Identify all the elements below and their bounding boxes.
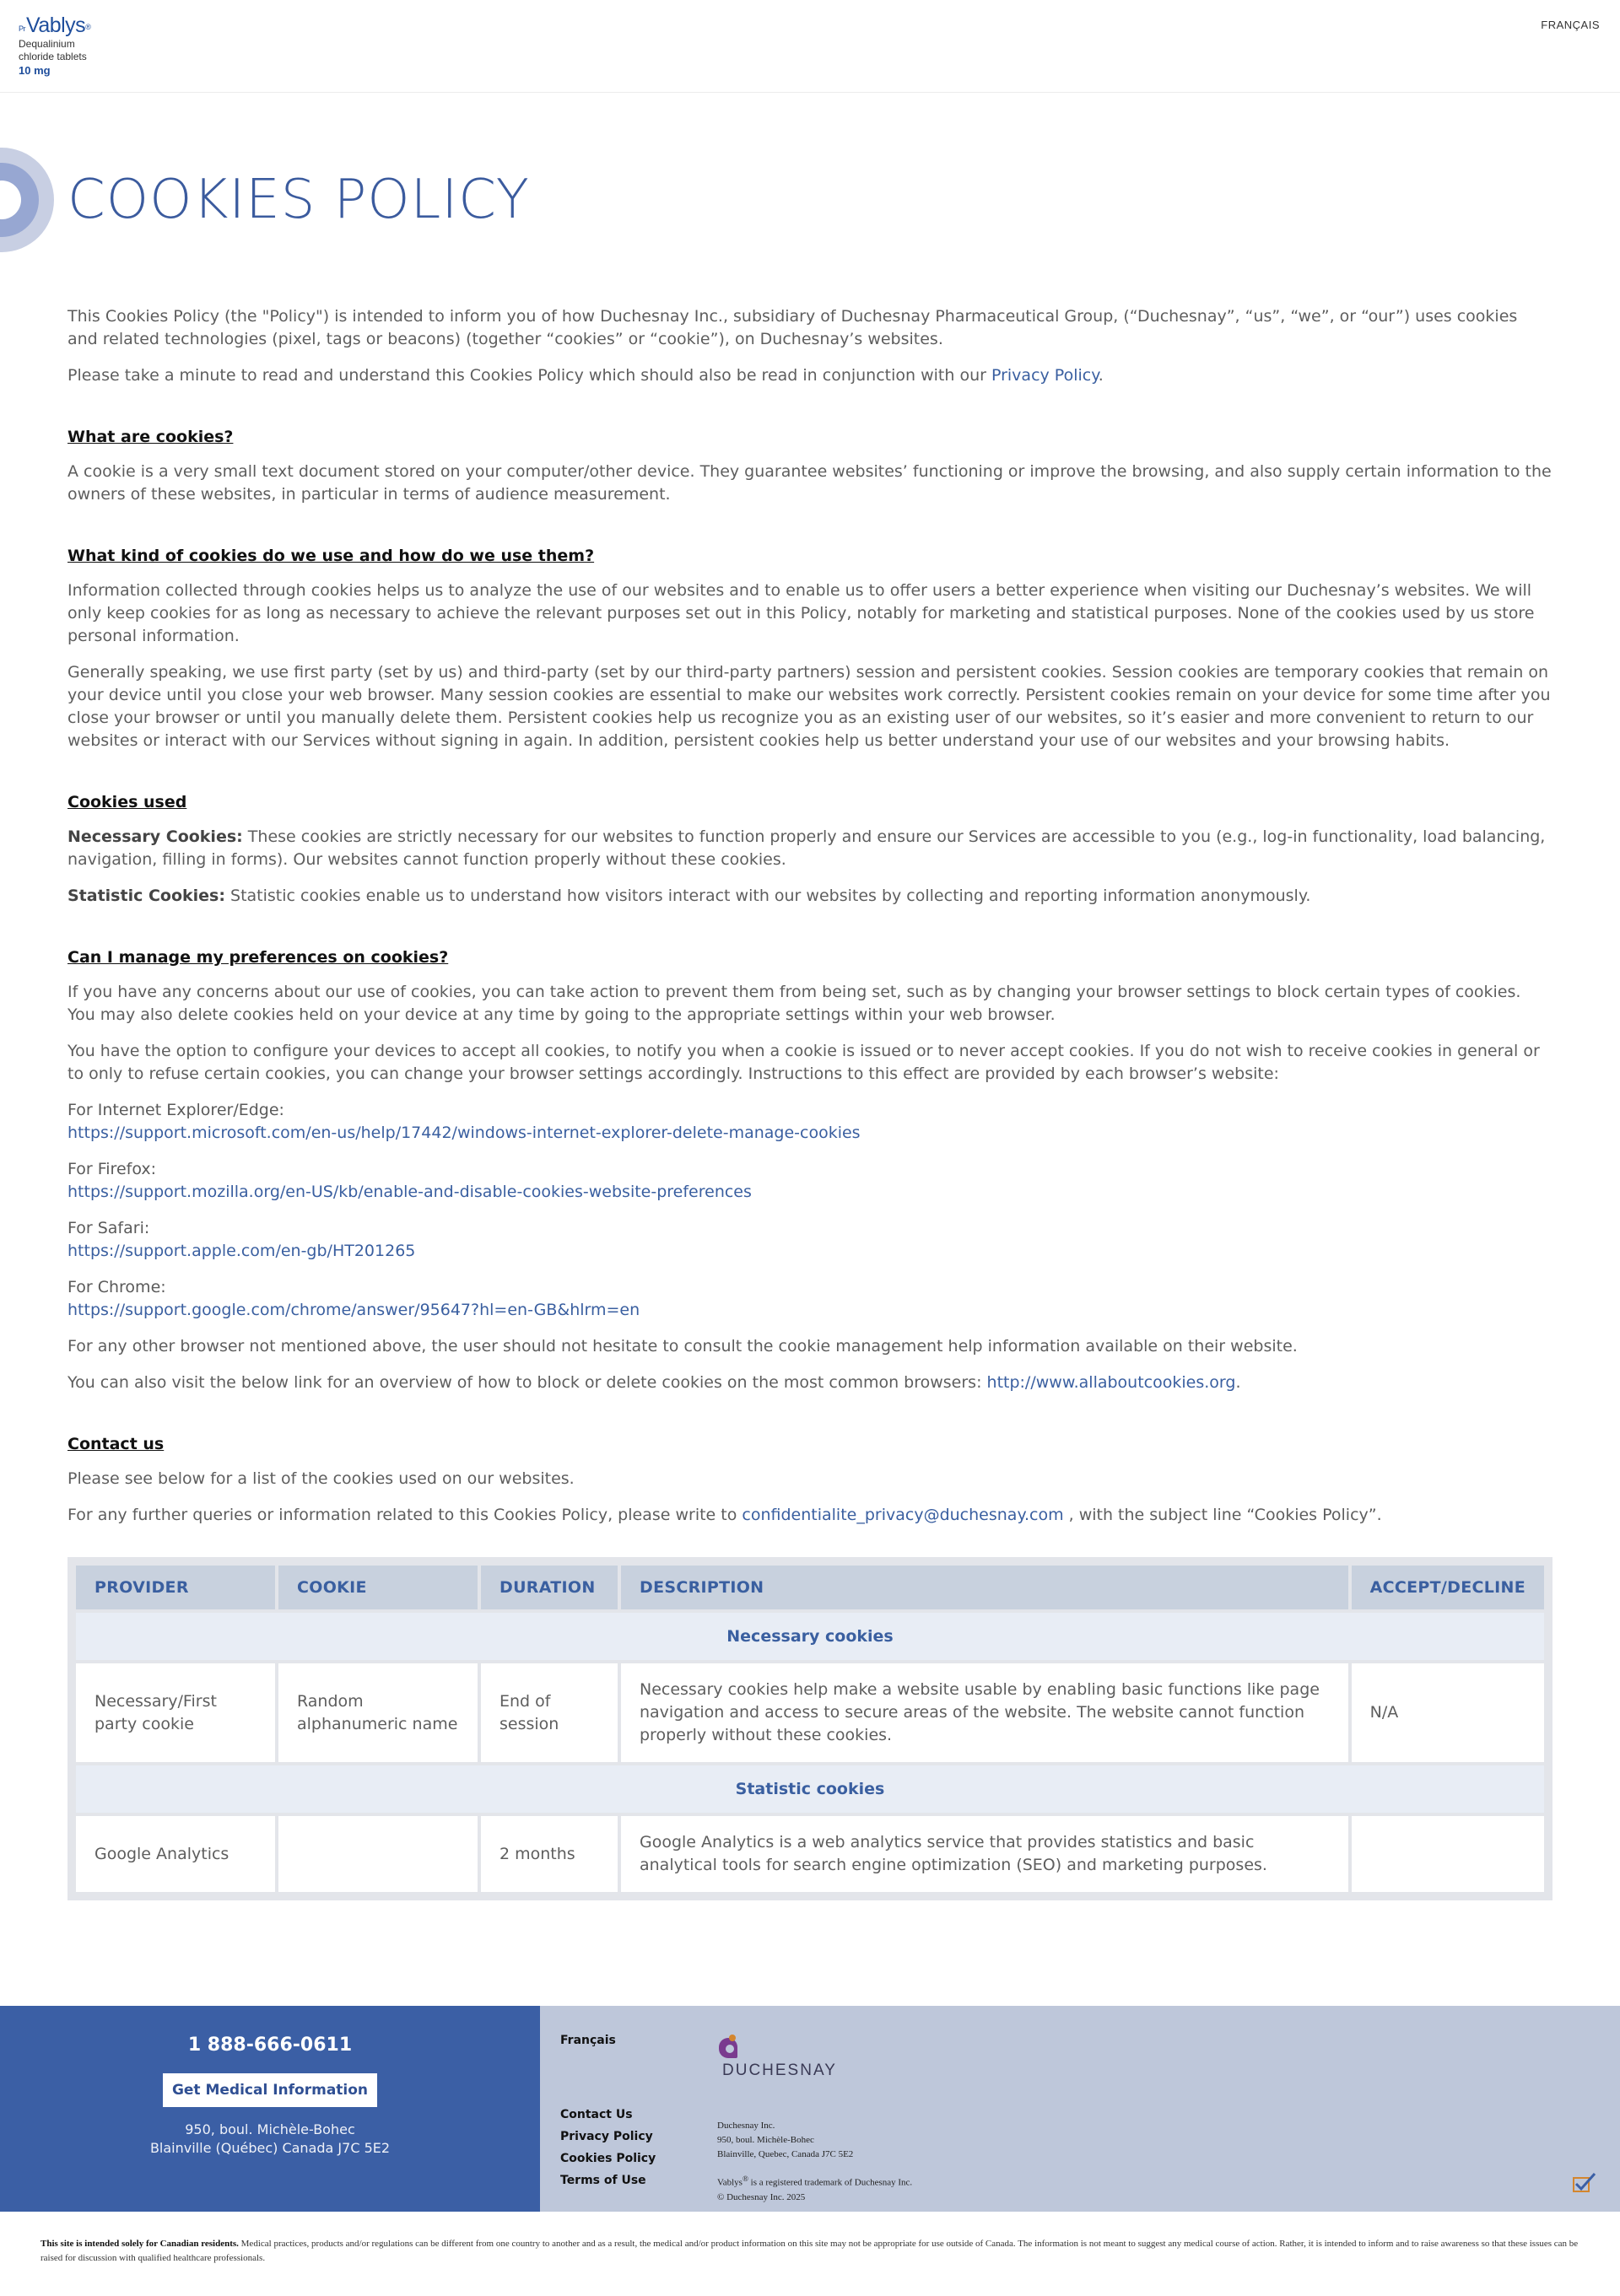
cell-description: Necessary cookies help make a website usable by enabling basic functions like page navigation and access to secure areas of the website. The website cannot function properly without these cookies. [621, 1663, 1348, 1762]
legal-disclaimer: This site is intended solely for Canadian residents. Medical practices, products and/or regulations can be different from one country to another and as a result, the medical and/or product information on this site may not be appropriate for use outside of Canada. The information is not meant to suggest any medical course of action. Rather, it is intended to inform and to raise awareness so that these issues can be raised for discussion with qualified healthcare professionals. [40, 2239, 1579, 2263]
overview-paragraph: You can also visit the below link for an overview of how to block or delete cookies on the most common browsers: http://www.allaboutcookies.org. [68, 1373, 1241, 1392]
footer-language-link[interactable]: Français [560, 2034, 616, 2047]
statistic-cookies-paragraph: Statistic Cookies: Statistic cookies enable us to understand how visitors interact with our websites by collecting and reporting information anonymously. [68, 887, 1311, 905]
vablys-logo[interactable] [19, 13, 90, 77]
browser-safari-link[interactable]: https://support.apple.com/en-gb/HT201265 [68, 1242, 416, 1260]
cell-cookie: Random alphanumeric name [278, 1663, 478, 1762]
cell-description: Google Analytics is a web analytics service that provides statistics and basic analytical tools for search engine optimization (SEO) and marketing purposes. [621, 1816, 1348, 1892]
intro-paragraph-2: Please take a minute to read and understand this Cookies Policy which should also be read in conjunction with our Privacy Policy. [68, 366, 1104, 385]
logo-subtitle-2: chloride tablets [19, 51, 87, 62]
contact-paragraph-2: For any further queries or information related to this Cookies Policy, please write to confidentialite_privacy@duchesnay.com , with the subject line “Cookies Policy”. [68, 1506, 1382, 1524]
footer-link-terms[interactable]: Terms of Use [560, 2174, 646, 2187]
cookies-table [68, 1557, 1552, 1900]
logo-dose: 10 mg [19, 64, 51, 77]
table-header-row [76, 1566, 1544, 1609]
heading-cookies-used: Cookies used [68, 793, 187, 811]
manage-paragraph-1: If you have any concerns about our use of cookies, you can take action to prevent them from being set, such as by changing your browser settings to block certain types of cookies. You may also delete cookies held on your device at any time by going to the appropriate settings within your web browser. [68, 983, 1521, 1024]
table-group-row [76, 1765, 1544, 1813]
group-statistic-cookies: Statistic cookies [76, 1765, 1544, 1813]
other-browser-paragraph: For any other browser not mentioned above, the user should not hesitate to consult the cookie management help information available on their website. [68, 1337, 1298, 1356]
heading-what-are-cookies: What are cookies? [68, 428, 234, 446]
col-accept-decline: ACCEPT/DECLINE [1352, 1566, 1544, 1609]
group-necessary-cookies: Necessary cookies [76, 1613, 1544, 1660]
col-cookie: COOKIE [278, 1566, 478, 1609]
phone-number-link[interactable]: 1 888-666-0611 [187, 2035, 353, 2056]
browser-chrome-link[interactable]: https://support.google.com/chrome/answer/95647?hl=en-GB&hlrm=en [68, 1301, 640, 1319]
manage-paragraph-2: You have the option to configure your devices to accept all cookies, to notify you when a cookie is issued or to never accept cookies. If you do not wish to receive cookies in general or to only to refuse certain cookies, you can change your browser settings accordingly. Instructions to this effect are provided by each browser’s website: [68, 1042, 1540, 1083]
browser-label: For Internet Explorer/Edge: [68, 1101, 284, 1119]
cell-accept-decline[interactable] [1352, 1816, 1544, 1892]
contact-paragraph-1: Please see below for a list of the cookies used on our websites. [68, 1469, 575, 1488]
privacy-policy-link[interactable]: Privacy Policy [991, 366, 1099, 385]
col-description: DESCRIPTION [621, 1566, 1348, 1609]
duchesnay-logo-icon[interactable] [717, 2031, 751, 2060]
footer-contact-panel [0, 2006, 540, 2212]
browser-edge-link[interactable]: https://support.microsoft.com/en-us/help/17442/windows-internet-explorer-delete-manage-cookies [68, 1124, 861, 1142]
company-info: Duchesnay Inc. 950, boul. Michèle-Bohec Blainville, Quebec, Canada J7C 5E2 Vablys® is a registered trademark of Duchesnay Inc. © Duchesnay Inc. 2025 [717, 2121, 913, 2202]
footer-link-privacy[interactable]: Privacy Policy [560, 2130, 653, 2143]
heading-contact-us: Contact us [68, 1435, 165, 1453]
cell-provider: Google Analytics [76, 1816, 275, 1892]
cell-duration: End of session [481, 1663, 618, 1762]
decorative-circle-icon [0, 148, 54, 252]
cell-accept-decline: N/A [1352, 1663, 1544, 1762]
language-toggle-link[interactable]: FRANÇAIS [1541, 19, 1600, 31]
duchesnay-wordmark: DUCHESNAY [722, 2062, 837, 2079]
browser-chrome [68, 1276, 1552, 1322]
browser-firefox-link[interactable]: https://support.mozilla.org/en-US/kb/enable-and-disable-cookies-website-preferences [68, 1183, 752, 1201]
intro-paragraph: This Cookies Policy (the "Policy") is intended to inform you of how Duchesnay Inc., subsidiary of Duchesnay Pharmaceutical Group, (“Duchesnay”, “us”, “we”, or “our”) uses cookies and related technologies (pixel, tags or beacons) (together “cookies” or “cookie”), on Duchesnay’s websites. [68, 307, 1518, 348]
col-duration: DURATION [481, 1566, 618, 1609]
kind-paragraph-2: Generally speaking, we use first party (set by us) and third-party (set by our third-party partners) session and persistent cookies. Session cookies are temporary cookies that remain on your device until you close your web browser. Many session cookies are essential to make our websites work correctly. Persistent cookies remain on your device for some time after you close your browser or until you manually delete them. Persistent cookies help us recognize you as an existing user of our websites, so it’s easier and more convenient to return to our websites or interact with our Services without signing in again. In addition, persistent cookies help us better understand your use of our websites and your browsing habits. [68, 663, 1551, 750]
cell-duration: 2 months [481, 1816, 618, 1892]
footer-address: 950, boul. Michèle-Bohec Blainville (Québec) Canada J7C 5E2 [149, 2121, 391, 2156]
what-paragraph: A cookie is a very small text document stored on your computer/other device. They guarantee websites’ functioning or improve the browsing, and also supply certain information to the owners of these websites, in particular in terms of audience measurement. [68, 462, 1552, 504]
browser-label: For Chrome: [68, 1278, 166, 1296]
table-row [76, 1663, 1544, 1762]
policy-content [68, 305, 1552, 1540]
site-footer [0, 2006, 1620, 2212]
footer-link-cookies[interactable]: Cookies Policy [560, 2152, 656, 2165]
cell-provider: Necessary/First party cookie [76, 1663, 275, 1762]
browser-firefox [68, 1158, 1552, 1204]
col-provider: PROVIDER [76, 1566, 275, 1609]
cell-cookie [278, 1816, 478, 1892]
footer-link-contact[interactable]: Contact Us [560, 2108, 633, 2121]
table-row [76, 1816, 1544, 1892]
necessary-cookies-paragraph: Necessary Cookies: These cookies are strictly necessary for our websites to function properly and ensure our Services are accessible to you (e.g., log-in functionality, load balancing, navigation, filling in forms). Our websites cannot function properly without these cookies. [68, 827, 1546, 869]
heading-kind-of-cookies: What kind of cookies do we use and how do we use them? [68, 547, 595, 565]
page-title: COOKIES POLICY [68, 169, 530, 231]
duchesnay-company-block [717, 2031, 913, 2202]
footer-nav [560, 2031, 656, 2187]
contact-email-link[interactable]: confidentialite_privacy@duchesnay.com [742, 1506, 1064, 1524]
kind-paragraph-1: Information collected through cookies helps us to analyze the use of our websites and to enable us to offer users a better experience when visiting our Duchesnay’s websites. We will only keep cookies for as long as necessary to achieve the relevant purposes set out in this Policy, notably for marketing and statistical purposes. None of the cookies used by us store personal information. [68, 581, 1535, 645]
heading-manage-preferences: Can I manage my preferences on cookies? [68, 948, 449, 967]
table-group-row [76, 1613, 1544, 1660]
logo-subtitle-1: Dequalinium [19, 38, 75, 50]
allaboutcookies-link[interactable]: http://www.allaboutcookies.org [986, 1373, 1236, 1392]
browser-label: For Firefox: [68, 1160, 157, 1178]
browser-label: For Safari: [68, 1219, 150, 1237]
browser-safari [68, 1217, 1552, 1263]
checkbox-check-icon[interactable] [1571, 2171, 1598, 2193]
get-medical-information-button[interactable]: Get Medical Information [163, 2073, 377, 2107]
browser-edge [68, 1099, 1552, 1145]
site-header [0, 0, 1620, 93]
logo-brand: $^{Pr}$Vablys® [19, 13, 91, 37]
